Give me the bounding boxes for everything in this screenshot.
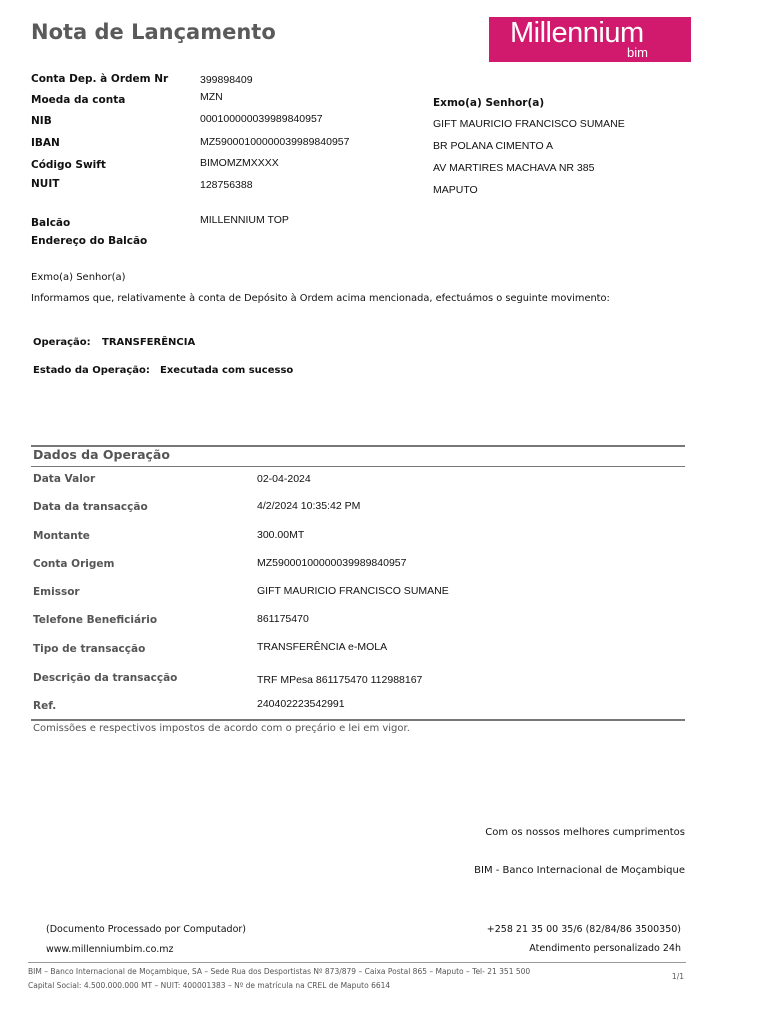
website-link[interactable]: www.millenniumbim.co.mz [46, 944, 174, 955]
closing-bank: BIM - Banco Internacional de Moçambique [474, 865, 685, 876]
detail-value: 240402223542991 [257, 698, 345, 710]
operation-label: Operação: [33, 337, 91, 348]
detail-label: Tipo de transacção [33, 643, 146, 655]
detail-value: 4/2/2024 10:35:42 PM [257, 500, 361, 512]
branch-value: MILLENNIUM TOP [200, 214, 289, 226]
nuit-value: 128756388 [200, 179, 253, 191]
detail-label: Montante [33, 530, 90, 542]
detail-label: Emissor [33, 586, 80, 598]
support-hours: Atendimento personalizado 24h [529, 943, 681, 954]
page-number: 1/1 [671, 972, 684, 981]
currency-label: Moeda da conta [31, 94, 126, 106]
currency-value: MZN [200, 91, 223, 103]
legal-line-1: BIM – Banco Internacional de Moçambique, SA – Sede Rua dos Desportistas Nº 873/879 – Caixa Postal 865 – Maputo – Tel- 21 351 500 [28, 967, 531, 976]
iban-value: MZ59000100000039989840957 [200, 136, 350, 148]
account-number-label: Conta Dep. à Ordem Nr [31, 73, 169, 85]
detail-value: TRF MPesa 861175470 112988167 [257, 674, 423, 686]
section-header-rule [31, 466, 685, 467]
account-number-value: 399898409 [200, 74, 253, 86]
recipient-name: GIFT MAURICIO FRANCISCO SUMANE [433, 118, 625, 130]
millennium-bim-logo [489, 17, 691, 62]
operation-status-value: Executada com sucesso [160, 365, 294, 376]
iban-label: IBAN [31, 137, 60, 149]
fees-note: Comissões e respectivos impostos de acordo com o preçário e lei em vigor. [33, 723, 410, 734]
detail-label: Data Valor [33, 473, 96, 485]
details-title: Dados da Operação [33, 447, 170, 462]
operation-value: TRANSFERÊNCIA [102, 337, 196, 348]
detail-label: Data da transacção [33, 501, 148, 513]
message-salutation: Exmo(a) Senhor(a) [31, 272, 126, 283]
detail-label: Ref. [33, 700, 57, 712]
detail-value: TRANSFERÊNCIA e-MOLA [257, 641, 388, 653]
detail-value: MZ59000100000039989840957 [257, 557, 407, 569]
branch-label: Balcão [31, 217, 71, 229]
support-phone: +258 21 35 00 35/6 (82/84/86 3500350) [486, 924, 681, 935]
swift-label: Código Swift [31, 159, 106, 171]
operation-status-label: Estado da Operação: [33, 365, 150, 376]
detail-value: GIFT MAURICIO FRANCISCO SUMANE [257, 585, 449, 597]
logo-sub: bim [627, 45, 648, 60]
logo-brand: Millennium [510, 17, 644, 49]
footer-rule [28, 962, 686, 963]
legal-line-2: Capital Social: 4.500.000.000 MT – NUIT: 400001383 – Nº de matrícula na CREL de Maputo 6614 [28, 981, 391, 990]
detail-label: Conta Origem [33, 558, 115, 570]
branch-address-label: Endereço do Balcão [31, 235, 148, 247]
recipient-salutation: Exmo(a) Senhor(a) [433, 97, 545, 109]
recipient-address-1: BR POLANA CIMENTO A [433, 140, 554, 152]
page-title: Nota de Lançamento [31, 20, 276, 44]
detail-label: Telefone Beneficiário [33, 614, 158, 626]
nib-label: NIB [31, 115, 52, 127]
nib-value: 000100000039989840957 [200, 113, 323, 125]
recipient-city: MAPUTO [433, 184, 478, 196]
message-body: Informamos que, relativamente à conta de Depósito à Ordem acima mencionada, efectuámos o seguinte movimento: [31, 293, 610, 304]
closing-greeting: Com os nossos melhores cumprimentos [485, 827, 685, 838]
section-bottom-rule [31, 719, 685, 721]
detail-value: 861175470 [257, 613, 309, 625]
detail-value: 300.00MT [257, 529, 305, 541]
nuit-label: NUIT [31, 178, 60, 190]
swift-value: BIMOMZMXXXX [200, 157, 279, 169]
recipient-address-2: AV MARTIRES MACHAVA NR 385 [433, 162, 595, 174]
detail-label: Descrição da transacção [33, 672, 178, 684]
detail-value: 02-04-2024 [257, 473, 311, 485]
processed-note: (Documento Processado por Computador) [46, 924, 246, 935]
